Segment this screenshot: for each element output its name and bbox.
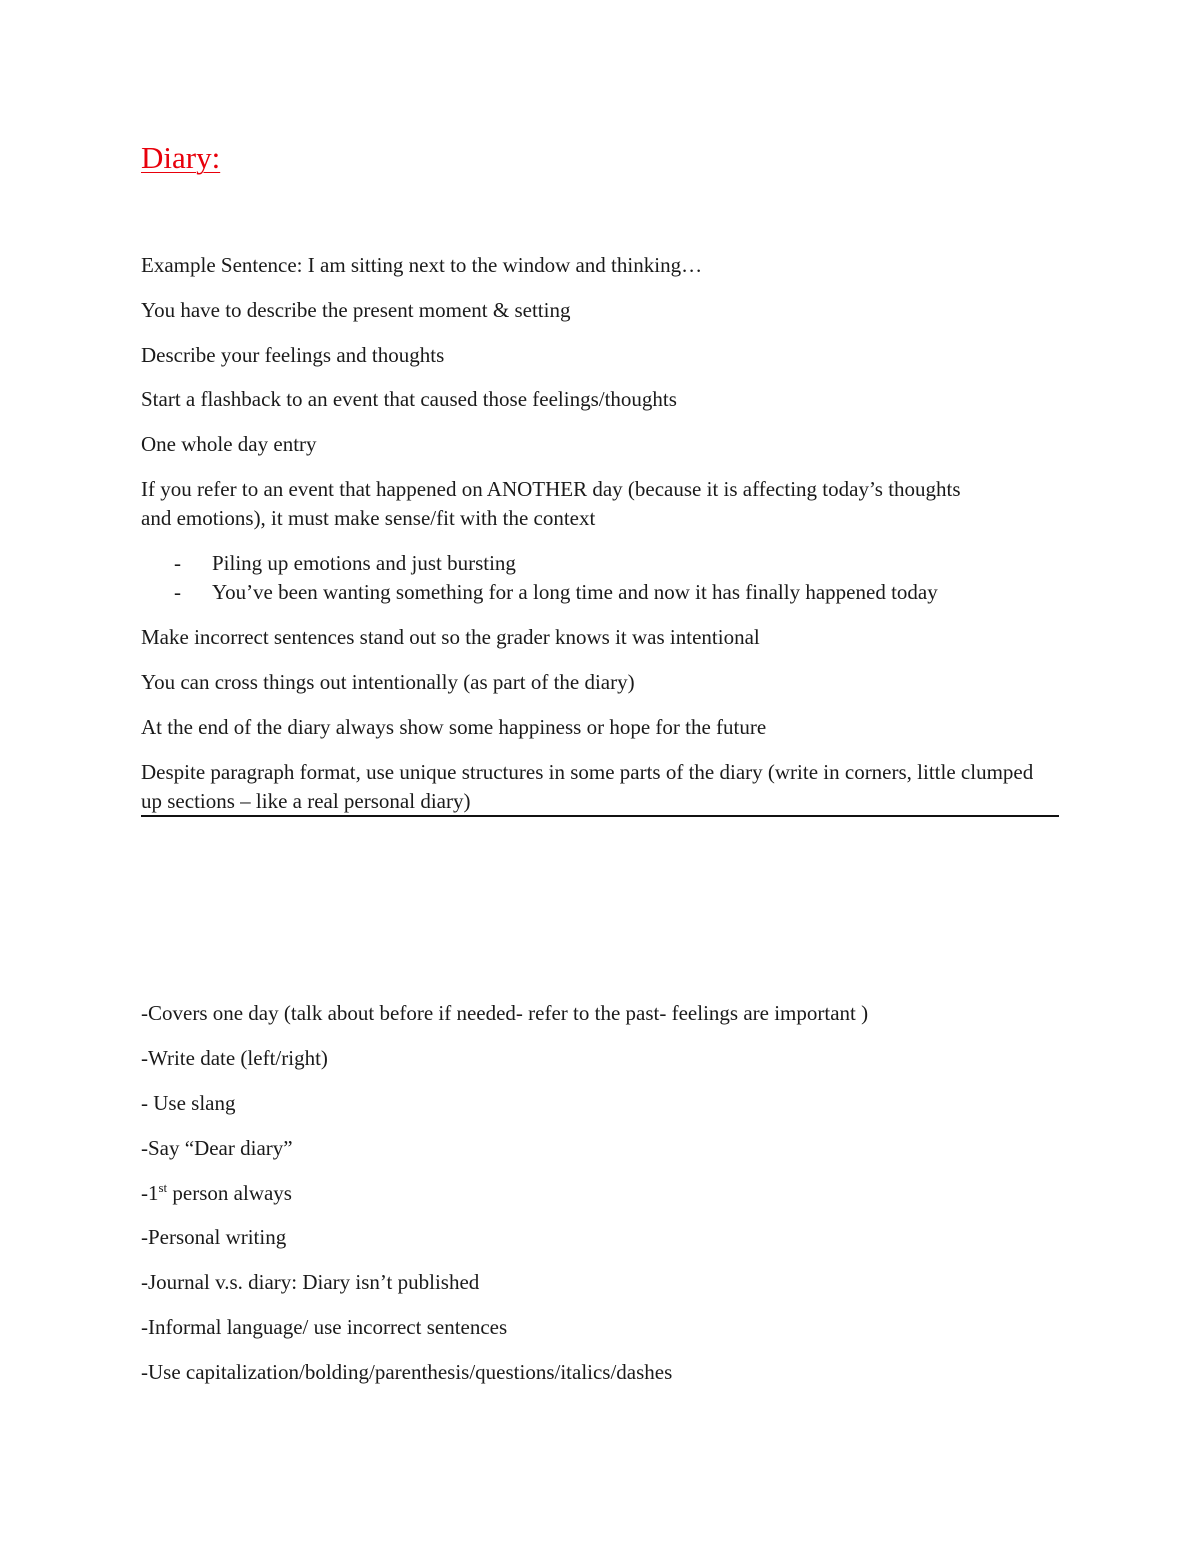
page-title: Diary: <box>141 140 221 175</box>
bullet-item <box>174 578 938 607</box>
describe-feelings-line: Describe your feelings and thoughts <box>141 343 445 367</box>
describe-present-line: You have to describe the present moment & setting <box>141 298 571 322</box>
bullet-dash: - <box>174 580 181 604</box>
bullet-text: Piling up emotions and just bursting <box>212 551 516 575</box>
end-hope-line: At the end of the diary always show some happiness or hope for the future <box>141 715 767 739</box>
example-sentence: Example Sentence: I am sitting next to the window and thinking… <box>141 253 703 277</box>
write-date-line: -Write date (left/right) <box>141 1046 328 1070</box>
journal-vs-diary-line: -Journal v.s. diary: Diary isn’t published <box>141 1270 480 1294</box>
horizontal-rule <box>141 815 1059 817</box>
bullet-text: You’ve been wanting something for a long time and now it has finally happened today <box>212 580 938 604</box>
first-person-suffix: person always <box>167 1181 292 1205</box>
refer-event-paragraph: If you refer to an event that happened on ANOTHER day (because it is affecting today’s thoughts and emotions), it must make sense/fit with the context <box>141 477 961 530</box>
informal-language-line: -Informal language/ use incorrect sentences <box>141 1315 508 1339</box>
flashback-line: Start a flashback to an event that caused those feelings/thoughts <box>141 387 677 411</box>
use-slang-line: - Use slang <box>141 1091 236 1115</box>
first-person-line <box>141 1179 292 1208</box>
structures-paragraph: Despite paragraph format, use unique structures in some parts of the diary (write in corners, little clumped up sections – like a real personal diary) <box>141 760 1034 813</box>
covers-line: -Covers one day (talk about before if needed- refer to the past- feelings are important ) <box>141 1001 869 1025</box>
capitalization-line: -Use capitalization/bolding/parenthesis/questions/italics/dashes <box>141 1360 673 1384</box>
one-day-line: One whole day entry <box>141 432 317 456</box>
cross-out-line: You can cross things out intentionally (as part of the diary) <box>141 670 635 694</box>
first-person-prefix: -1 <box>141 1181 159 1205</box>
dear-diary-line: -Say “Dear diary” <box>141 1136 293 1160</box>
bullet-item <box>174 549 516 578</box>
ordinal-suffix: st <box>158 1180 168 1195</box>
personal-writing-line: -Personal writing <box>141 1225 287 1249</box>
incorrect-sentences-line: Make incorrect sentences stand out so the grader knows it was intentional <box>141 625 760 649</box>
bullet-dash: - <box>174 551 181 575</box>
